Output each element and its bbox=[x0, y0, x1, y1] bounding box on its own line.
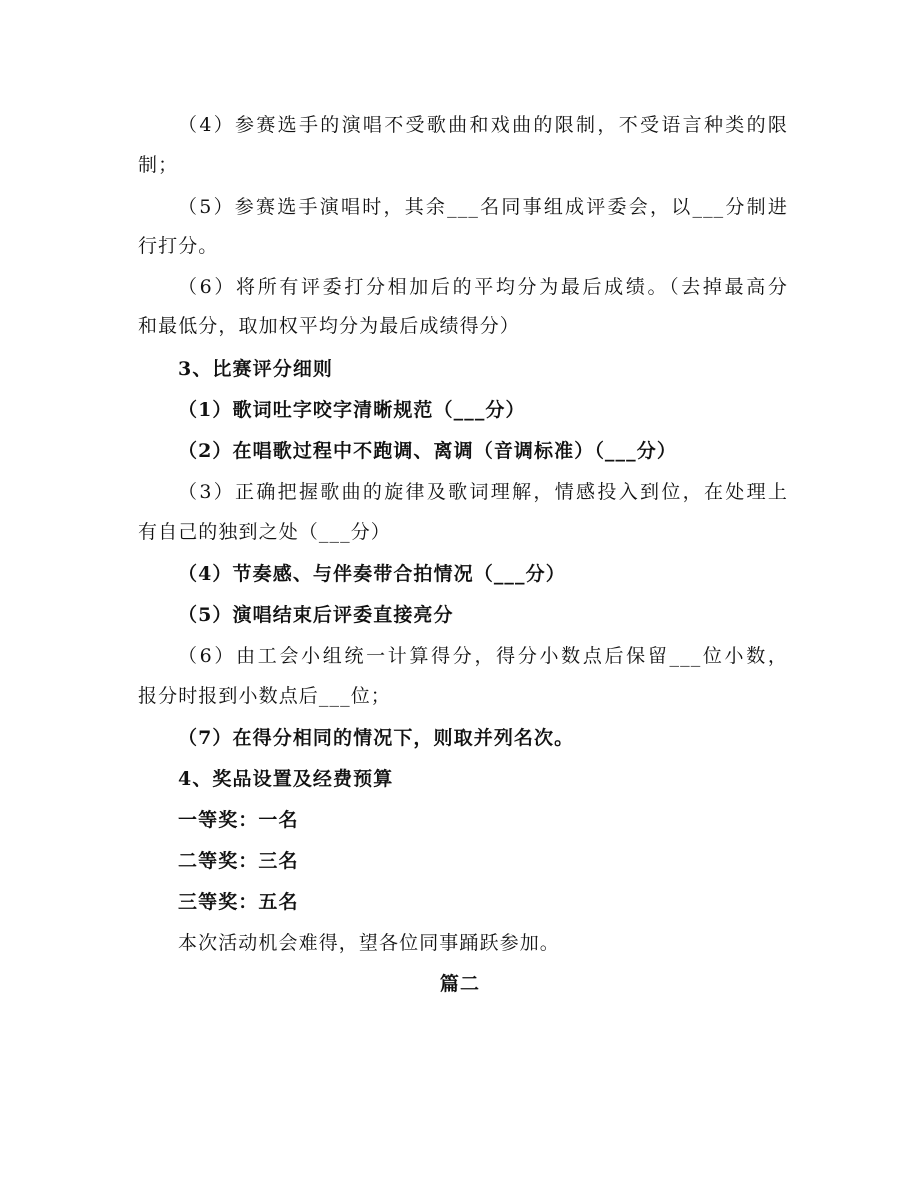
paragraph-4-line-1: （4）参赛选手的演唱不受歌曲和戏曲的限制，不受语言种类的限 bbox=[178, 114, 788, 136]
scoring-item-5: （5）演唱结束后评委直接亮分 bbox=[178, 604, 454, 626]
scoring-item-1: （1）歌词吐字咬字清晰规范（___分） bbox=[178, 399, 526, 421]
section-4-heading: 4、奖品设置及经费预算 bbox=[178, 768, 394, 790]
prize-first: 一等奖：一名 bbox=[178, 809, 299, 831]
paragraph-6-line-1: （6）将所有评委打分相加后的平均分为最后成绩。（去掉最高分 bbox=[178, 276, 788, 298]
section-3-heading: 3、比赛评分细则 bbox=[178, 358, 334, 380]
scoring-item-6-line-2: 报分时报到小数点后___位； bbox=[138, 685, 391, 707]
scoring-item-7: （7）在得分相同的情况下，则取并列名次。 bbox=[178, 727, 575, 749]
paragraph-4-line-2: 制； bbox=[138, 154, 179, 176]
next-section-title: 篇二 bbox=[439, 973, 481, 995]
scoring-item-2: （2）在唱歌过程中不跑调、离调（音调标准）（___分） bbox=[178, 440, 677, 462]
closing-line: 本次活动机会难得，望各位同事踊跃参加。 bbox=[178, 932, 560, 954]
scoring-item-4: （4）节奏感、与伴奏带合拍情况（___分） bbox=[178, 563, 566, 585]
scoring-item-6-line-1: （6）由工会小组统一计算得分，得分小数点后保留___位小数， bbox=[178, 645, 788, 667]
scoring-item-3-line-2: 有自己的独到之处（___分） bbox=[138, 521, 391, 543]
paragraph-5-line-1: （5）参赛选手演唱时，其余___名同事组成评委会，以___分制进 bbox=[178, 196, 788, 218]
prize-third: 三等奖：五名 bbox=[178, 891, 299, 913]
paragraph-6-line-2: 和最低分，取加权平均分为最后成绩得分） bbox=[138, 315, 520, 337]
paragraph-5-line-2: 行打分。 bbox=[138, 235, 219, 257]
scoring-item-3-line-1: （3）正确把握歌曲的旋律及歌词理解，情感投入到位，在处理上 bbox=[178, 481, 788, 503]
prize-second: 二等奖：三名 bbox=[178, 850, 299, 872]
